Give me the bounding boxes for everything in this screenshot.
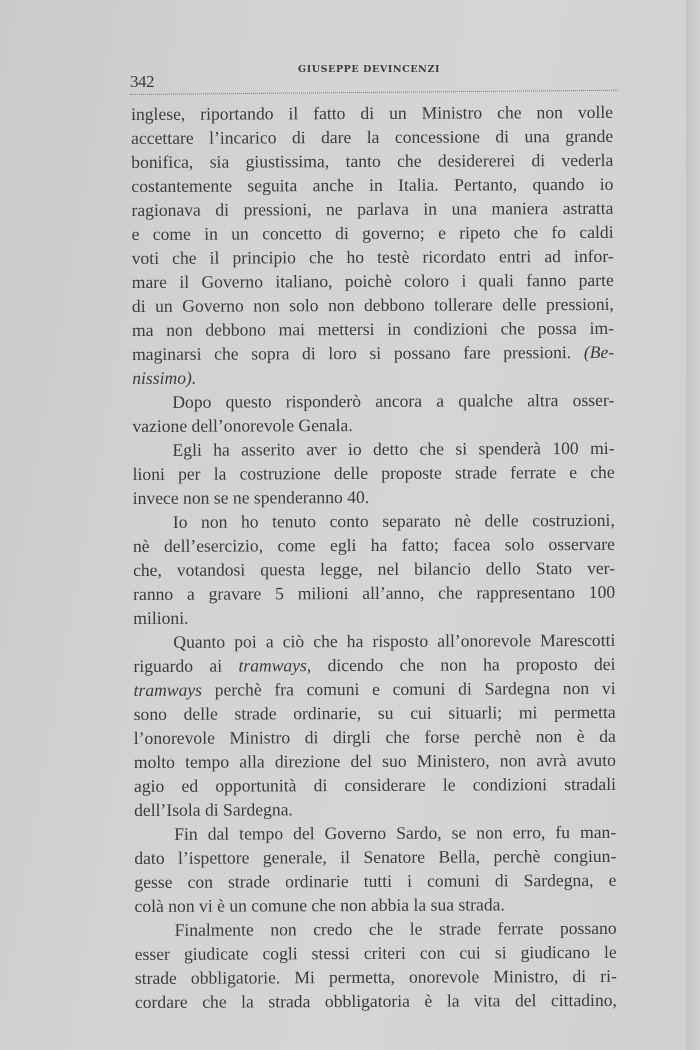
- text-line: invece non se ne spenderanno 40.: [132, 486, 370, 508]
- text-line: agio ed opportunità di considerare le condizioni stradali: [133, 773, 617, 796]
- adjacent-page-edge: [686, 0, 700, 1050]
- page-number: 342: [130, 72, 154, 91]
- running-title: GIUSEPPE DEVINCENZI: [298, 64, 441, 75]
- text-line: Finalmente non credo che le strade ferrate possano: [174, 917, 617, 940]
- text-line: mare il Governo italiano, poichè coloro i quali fanno parte: [131, 269, 614, 292]
- text-line: dato l’ispettore generale, il Senatore Bella, perchè congiun-: [134, 845, 617, 868]
- text-line: Io non ho tenuto conto separato nè delle costruzioni,: [172, 509, 615, 532]
- text-line: colà non vi è un comune che non abbia la sua strada.: [134, 894, 505, 916]
- text-line: ma non debbono mai mettersi in condizioni che possa im-: [131, 317, 615, 340]
- text-span: riguardo ai: [133, 655, 239, 676]
- text-line: accettare l’incarico di dare la concessione di una grande: [131, 125, 614, 148]
- text-line: vazione dell’onorevole Genala.: [132, 415, 353, 436]
- italic-text: tramways: [133, 679, 203, 700]
- text-line: esser giudicate cogli stessi criteri con cui si giudicano le: [134, 941, 617, 964]
- text-line: Quanto poi a ciò che ha risposto all’onorevole Marescotti: [173, 629, 616, 652]
- text-span: perchè fra comuni e comuni di Sardegna non vi: [201, 677, 616, 700]
- paragraph: [133, 628, 616, 822]
- italic-text: tramways,: [238, 655, 312, 676]
- text-line: e come in un concetto di governo; e ripeto che fo caldi: [131, 221, 614, 244]
- text-line: [132, 340, 614, 366]
- text-line: inglese, riportando il fatto di un Ministro che non volle: [131, 101, 614, 124]
- running-head: [130, 64, 618, 98]
- text-span: dicendo che non ha proposto dei: [311, 653, 616, 676]
- text-line: gesse con strade ordinarie tutti i comuni di Sardegna, e: [134, 869, 617, 892]
- italic-text: (Be-: [583, 341, 615, 363]
- paragraph: [132, 436, 614, 510]
- paragraph: [132, 388, 614, 438]
- header-rule: [130, 90, 618, 95]
- text-line: nè dell’esercizio, come egli ha fatto; facea solo osservare: [132, 533, 615, 556]
- text-line: costantemente seguita anche in Italia. Pertanto, quando io: [131, 173, 614, 196]
- text-line: che, votandosi questa legge, nel bilancio dello Stato ver-: [132, 557, 616, 580]
- text-span: maginarsi che sopra di loro si possano fare pressioni.: [132, 342, 584, 364]
- text-line: lioni per la costruzione delle proposte strade ferrate e che: [132, 461, 615, 484]
- text-line: bonifica, sia giustissima, tanto che desidererei di vederla: [131, 149, 614, 172]
- text-line: voti che il principio che ho testè ricordato entri ad infor-: [131, 245, 614, 268]
- text-line: [134, 676, 616, 702]
- text-line: [132, 364, 614, 390]
- text-line: molto tempo alla direzione del suo Ministero, non avrà avuto: [133, 749, 616, 772]
- paragraph: [134, 820, 616, 918]
- text-line: [133, 652, 615, 678]
- text-line: Egli ha asserito aver io detto che si spenderà 100 mi-: [172, 437, 615, 460]
- text-line: dell’Isola di Sardegna.: [134, 799, 293, 820]
- text-line: Dopo questo risponderò ancora a qualche altra osser-: [172, 389, 615, 412]
- text-line: strade obbligatorie. Mi permetta, onorevole Ministro, di ri-: [134, 965, 617, 988]
- paragraph: [135, 916, 617, 1014]
- text-line: ragionava di pressioni, ne parlava in una maniera astratta: [131, 197, 614, 220]
- text-line: ranno a gravare 5 milioni all’anno, che rappresentano 100: [133, 581, 616, 604]
- italic-text: nissimo).: [132, 367, 197, 388]
- text-line: di un Governo non solo non debbono tollerare delle pressioni,: [131, 293, 614, 316]
- text-line: Fin dal tempo del Governo Sardo, se non erro, fu man-: [174, 821, 617, 844]
- text-line: l’onorevole Ministro di dirgli che forse perchè non è da: [133, 725, 616, 748]
- body-text: [131, 100, 617, 1014]
- text-line: cordare che la strada obbligatoria è la vita del cittadino,: [134, 989, 617, 1012]
- text-line: sono delle strade ordinarie, su cui situarli; mi permetta: [133, 701, 616, 724]
- paragraph: [133, 508, 616, 630]
- paragraph: [131, 100, 614, 390]
- text-line: milioni.: [133, 607, 189, 628]
